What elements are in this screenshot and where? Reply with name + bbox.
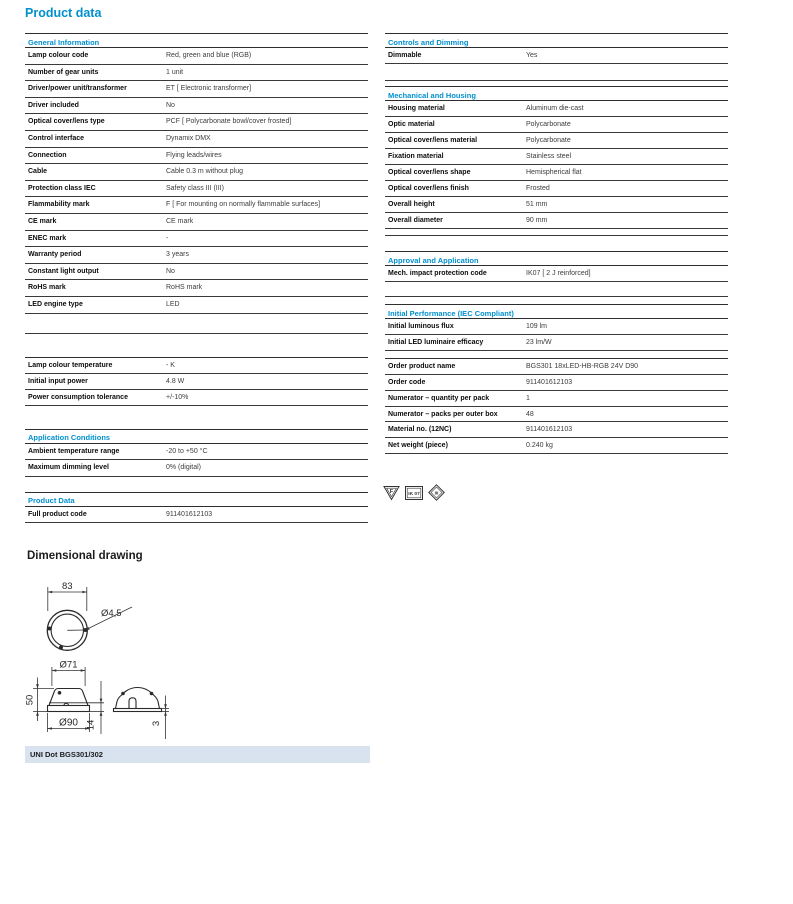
table-row xyxy=(25,444,368,461)
row-value: Dynamix DMX xyxy=(166,134,211,142)
row-value: +/-10% xyxy=(166,393,189,401)
row-value: No xyxy=(166,101,175,109)
table-row xyxy=(385,391,728,407)
row-label: Overall height xyxy=(388,201,435,209)
arrow xyxy=(82,591,86,594)
table-row xyxy=(25,131,368,148)
row-value: BGS301 18xLED-HB-RGB 24V D90 xyxy=(526,363,639,371)
row-value: -20 to +50 °C xyxy=(166,447,208,455)
svg-text:F: F xyxy=(389,488,394,495)
row-value: Red, green and blue (RGB) xyxy=(166,52,252,59)
table-row xyxy=(25,197,368,214)
row-label: Optical cover/lens finish xyxy=(388,185,469,193)
row-label: Flammability mark xyxy=(28,201,90,209)
row-label: Optical cover/lens type xyxy=(28,118,105,126)
svg-text:IK 07: IK 07 xyxy=(408,491,420,497)
row-value: Yes xyxy=(526,52,538,59)
row-label: Maximum dimming level xyxy=(28,464,109,471)
row-label: Cable xyxy=(28,168,48,176)
row-value: 0.240 kg xyxy=(526,442,553,450)
row-label: Full product code xyxy=(28,510,87,518)
row-value: F [ For mounting on normally flammable surfaces] xyxy=(166,201,321,209)
row-value: IK07 [ 2 J reinforced] xyxy=(526,270,591,278)
table-row xyxy=(385,335,728,351)
arrow xyxy=(164,704,167,708)
row-label: Warranty period xyxy=(28,251,82,259)
row-value: 1 xyxy=(526,394,530,402)
row-value: 90 mm xyxy=(526,217,548,225)
table-row xyxy=(25,164,368,181)
arrow xyxy=(48,727,52,730)
section-header: Approval and Application xyxy=(385,252,728,266)
row-label: Initial input power xyxy=(28,377,88,385)
table-row xyxy=(385,438,728,454)
table-row xyxy=(385,197,728,213)
section-header: Mechanical and Housing xyxy=(385,87,728,101)
table-row xyxy=(25,48,368,65)
table-section xyxy=(25,357,368,406)
dim-body-height-label: 14 xyxy=(85,719,97,731)
row-value: No xyxy=(166,267,175,275)
row-label: Fixation material xyxy=(388,153,444,161)
table-row xyxy=(25,264,368,281)
svg-text:III: III xyxy=(434,490,439,496)
row-value: Frosted xyxy=(526,185,550,193)
table-row xyxy=(25,280,368,297)
table-row xyxy=(385,165,728,181)
row-value: - xyxy=(166,234,169,242)
row-value: CE mark xyxy=(166,217,194,225)
table-row xyxy=(25,374,368,390)
arrow xyxy=(48,591,52,594)
row-label: LED engine type xyxy=(28,300,83,308)
row-label: Overall diameter xyxy=(388,217,443,225)
row-label: Control interface xyxy=(28,134,85,142)
table-section xyxy=(25,429,368,477)
row-label: Connection xyxy=(28,151,67,159)
row-value: 109 lm xyxy=(526,323,548,331)
row-value: 23 lm/W xyxy=(526,339,552,347)
row-label: Power consumption tolerance xyxy=(28,393,128,401)
row-label: Initial luminous flux xyxy=(388,323,454,331)
row-value: ET [ Electronic transformer] xyxy=(166,85,252,93)
row-label: Number of gear units xyxy=(28,68,99,76)
left-column xyxy=(25,33,368,523)
row-label: Housing material xyxy=(388,105,445,113)
table-row xyxy=(385,149,728,165)
arrow xyxy=(36,712,39,716)
table-row xyxy=(385,133,728,149)
dim-hole-leader xyxy=(67,607,132,630)
row-label: Net weight (piece) xyxy=(388,442,448,450)
table-row xyxy=(385,101,728,117)
row-label: Constant light output xyxy=(28,267,99,275)
row-label: Order product name xyxy=(388,363,456,371)
section-header: Controls and Dimming xyxy=(385,34,728,48)
row-label: Optical cover/lens material xyxy=(388,137,478,145)
row-label: Ambient temperature range xyxy=(28,447,120,455)
row-label: ENEC mark xyxy=(28,234,67,242)
table-row xyxy=(385,181,728,197)
row-label: Optic material xyxy=(388,121,435,129)
table-section xyxy=(25,33,368,334)
row-value: Polycarbonate xyxy=(526,137,571,145)
table-row xyxy=(25,214,368,231)
row-value: RoHS mark xyxy=(166,284,203,292)
table-row xyxy=(385,319,728,335)
row-value: - K xyxy=(166,361,175,369)
section-header: Initial Performance (IEC Compliant) xyxy=(385,305,728,319)
row-value: PCF [ Polycarbonate bowl/cover frosted] xyxy=(166,118,292,126)
table-row xyxy=(385,375,728,391)
drawing-caption: UNI Dot BGS301/302 xyxy=(25,746,370,763)
table-empty-row xyxy=(385,282,728,297)
table-row xyxy=(385,359,728,375)
dim-83-label: 83 xyxy=(62,581,73,592)
dim-lens-label: Ø71 xyxy=(59,659,78,671)
arrow xyxy=(164,712,167,716)
table-row xyxy=(385,266,728,282)
dim-plate-height-label: 3 xyxy=(151,720,162,727)
section-header: General Information xyxy=(25,34,368,48)
row-value: Flying leads/wires xyxy=(166,151,222,159)
row-label: RoHS mark xyxy=(28,284,66,292)
row-label: Protection class IEC xyxy=(28,184,96,192)
certification-icons xyxy=(383,484,445,501)
row-label: Initial LED luminaire efficacy xyxy=(388,339,484,347)
row-value: Hemispherical flat xyxy=(526,169,582,177)
row-label: Lamp colour temperature xyxy=(28,361,113,369)
table-row xyxy=(25,507,368,523)
row-value: Stainless steel xyxy=(526,153,572,161)
section-header: Application Conditions xyxy=(25,430,368,444)
table-empty-row xyxy=(385,64,728,81)
table-section xyxy=(385,86,728,236)
table-row xyxy=(25,390,368,406)
table-row xyxy=(25,297,368,314)
right-column xyxy=(385,33,728,454)
table-section xyxy=(385,304,728,351)
arrow xyxy=(52,669,56,672)
row-label: Numerator – packs per outer box xyxy=(388,410,498,418)
row-value: 911401612103 xyxy=(526,379,573,387)
row-label: Order code xyxy=(388,379,426,387)
flammability-f-mark-icon xyxy=(383,485,400,501)
side-view-2 xyxy=(114,688,162,712)
dim-height-label: 50 xyxy=(25,694,36,706)
table-row xyxy=(25,247,368,264)
table-row xyxy=(25,114,368,131)
row-value: LED xyxy=(166,300,180,308)
table-empty-row xyxy=(25,314,368,334)
side-view-1 xyxy=(48,689,105,712)
table-row xyxy=(385,407,728,423)
table-row xyxy=(385,48,728,64)
row-label: Dimmable xyxy=(388,52,422,59)
arrow xyxy=(81,669,85,672)
dim-plate-height xyxy=(162,696,170,740)
row-value: Aluminum die-cast xyxy=(526,105,584,113)
table-row xyxy=(25,231,368,248)
ik07-mark-icon xyxy=(405,486,423,500)
dim-base-label: Ø90 xyxy=(59,717,78,729)
row-value: 0% (digital) xyxy=(166,464,202,471)
row-value: Polycarbonate xyxy=(526,121,571,129)
row-value: Cable 0.3 m without plug xyxy=(166,168,244,176)
dimensional-drawing-title: Dimensional drawing xyxy=(27,550,143,562)
row-label: Driver included xyxy=(28,101,79,109)
arrow xyxy=(36,684,39,688)
table-row xyxy=(25,460,368,477)
row-value: 911401612103 xyxy=(526,426,573,434)
table-row xyxy=(25,358,368,374)
row-label: Lamp colour code xyxy=(28,52,89,59)
table-row xyxy=(25,65,368,82)
row-value: 911401612103 xyxy=(166,510,213,518)
row-label: CE mark xyxy=(28,217,57,225)
table-row xyxy=(385,213,728,229)
table-row xyxy=(385,422,728,438)
arrow xyxy=(100,699,103,703)
row-value: 1 unit xyxy=(166,68,184,76)
table-row xyxy=(25,81,368,98)
row-label: Optical cover/lens shape xyxy=(388,169,471,177)
page-title: Product data xyxy=(25,6,102,20)
table-row xyxy=(385,117,728,133)
row-value: Safety class III (III) xyxy=(166,184,224,192)
table-section xyxy=(25,492,368,523)
class-iii-mark-icon xyxy=(428,484,445,501)
table-row xyxy=(25,148,368,165)
row-value: 4.8 W xyxy=(166,377,185,385)
row-label: Material no. (12NC) xyxy=(388,426,452,434)
table-empty-row xyxy=(385,229,728,236)
row-value: 3 years xyxy=(166,251,189,259)
row-value: 51 mm xyxy=(526,201,548,209)
row-value: 48 xyxy=(526,410,534,418)
dimensional-drawing xyxy=(25,578,370,744)
table-row xyxy=(25,181,368,198)
row-label: Driver/power unit/transformer xyxy=(28,85,127,93)
table-row xyxy=(25,98,368,115)
table-section xyxy=(385,251,728,297)
row-label: Mech. impact protection code xyxy=(388,270,487,278)
dim-hole-label: Ø4,5 xyxy=(101,608,122,619)
section-header: Product Data xyxy=(25,493,368,507)
table-section xyxy=(385,33,728,81)
row-label: Numerator – quantity per pack xyxy=(388,394,490,402)
arrow xyxy=(100,712,103,716)
table-section xyxy=(385,358,728,454)
